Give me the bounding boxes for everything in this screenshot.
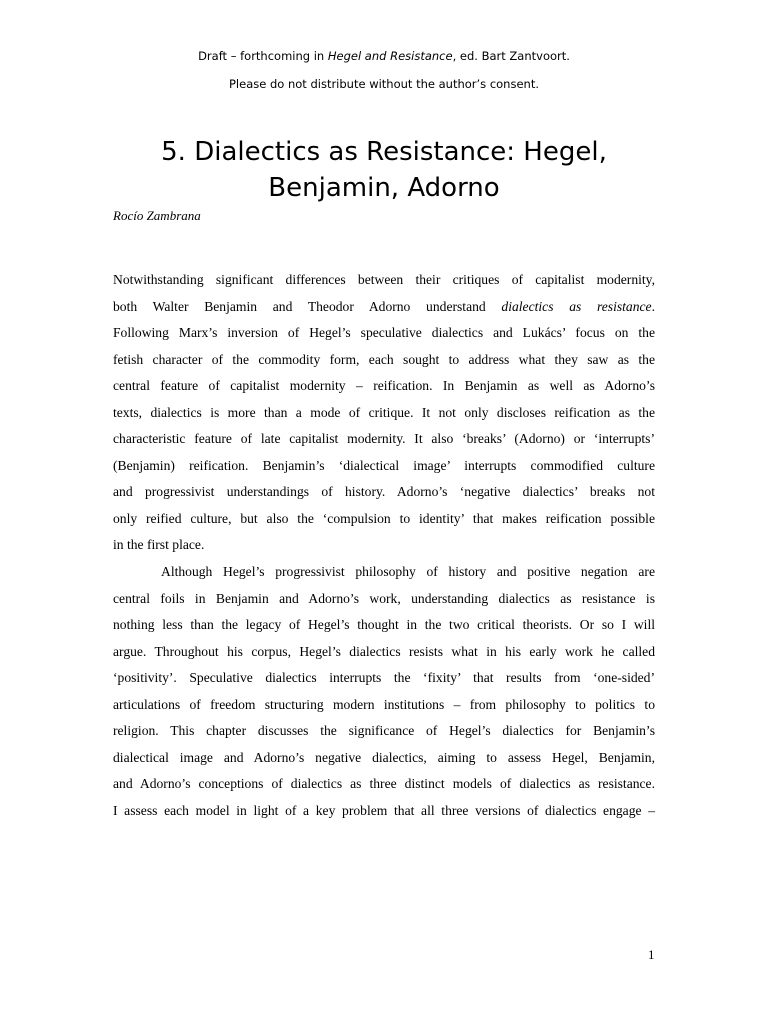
draft-notice-suffix: , ed. Bart Zantvoort. (452, 49, 570, 63)
text-line: (Benjamin) reification. Benjamin’s ‘dialectical image’ interrupts commodified culture (113, 457, 655, 473)
text-line-end: . (651, 298, 655, 314)
text-line: and progressivist understandings of history. Adorno’s ‘negative dialectics’ breaks not (113, 484, 655, 500)
chapter-title-line-1: 5. Dialectics as Resistance: Hegel, (161, 137, 607, 167)
text-line: in the first place. (113, 537, 205, 553)
text-line: Although Hegel’s progressivist philosophy of history and positive negation are (161, 564, 655, 580)
text-line-start: both Walter Benjamin and Theodor Adorno understand (113, 298, 502, 314)
text-line (113, 294, 655, 321)
text-line: Following Marx’s inversion of Hegel’s speculative dialectics and Lukács’ focus on the (113, 325, 655, 341)
draft-notice (0, 49, 768, 63)
text-line: dialectical image and Adorno’s negative dialectics, aiming to assess Hegel, Benjamin, (113, 749, 655, 765)
text-line: central feature of capitalist modernity – reification. In Benjamin as well as Adorno’s (113, 378, 655, 394)
chapter-title (0, 134, 768, 206)
distribution-notice: Please do not distribute without the author’s consent. (229, 77, 539, 91)
text-line: fetish character of the commodity form, each sought to address what they saw as the (113, 351, 655, 367)
paragraph-1 (113, 267, 655, 559)
text-line: Notwithstanding significant differences between their critiques of capitalist modernity, (113, 272, 655, 287)
text-line: ‘positivity’. Speculative dialectics interrupts the ‘fixity’ that results from ‘one-sided’ (113, 670, 655, 686)
text-line: articulations of freedom structuring modern institutions – from philosophy to politics to (113, 696, 655, 712)
text-line: religion. This chapter discusses the significance of Hegel’s dialectics for Benjamin’s (113, 723, 655, 739)
chapter-title-line-2: Benjamin, Adorno (268, 173, 500, 203)
text-line: only reified culture, but also the ‘compulsion to identity’ that makes reification possible (113, 510, 655, 526)
paragraph-2 (113, 559, 655, 824)
book-title: Hegel and Resistance (327, 49, 453, 63)
text-line: argue. Throughout his corpus, Hegel’s dialectics resists what in his early work he called (113, 643, 655, 659)
text-line: and Adorno’s conceptions of dialectics as three distinct models of dialectics as resistance. (113, 776, 655, 792)
page-number: 1 (648, 947, 655, 962)
author-name: Rocío Zambrana (113, 208, 201, 223)
draft-notice-prefix: Draft – forthcoming in (198, 49, 328, 63)
text-line: characteristic feature of late capitalist modernity. It also ‘breaks’ (Adorno) or ‘interrupts’ (113, 431, 655, 447)
body-text (113, 267, 655, 824)
emphasis-text: dialectics as resistance (501, 298, 652, 314)
text-line: texts, dialectics is more than a mode of critique. It not only discloses reification as the (113, 404, 655, 420)
text-line: central foils in Benjamin and Adorno’s work, understanding dialectics as resistance is (113, 590, 655, 606)
text-line: nothing less than the legacy of Hegel’s thought in the two critical theorists. Or so I will (113, 617, 655, 633)
text-line: I assess each model in light of a key problem that all three versions of dialectics engage – (113, 802, 655, 818)
